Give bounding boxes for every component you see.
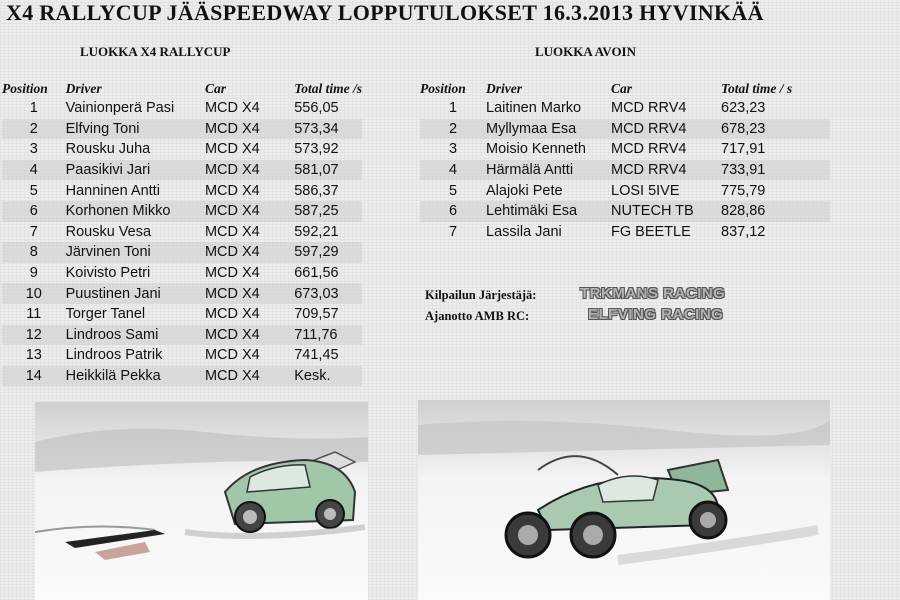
position-cell: 11 bbox=[26, 306, 42, 323]
time-cell: 837,12 bbox=[721, 223, 766, 240]
time-cell: Kesk. bbox=[294, 368, 331, 385]
car-cell: NUTECH TB bbox=[611, 203, 694, 220]
time-header: Total time / s bbox=[721, 81, 793, 96]
time-cell: 581,07 bbox=[294, 162, 339, 179]
result-row bbox=[2, 263, 362, 284]
position-cell: 6 bbox=[448, 203, 458, 220]
x4-header-row bbox=[2, 80, 362, 98]
driver-cell: Lehtimäki Esa bbox=[486, 203, 578, 220]
position-header: Position bbox=[2, 81, 48, 96]
driver-cell: Torger Tanel bbox=[65, 306, 146, 323]
avoin-class-title: LUOKKA AVOIN bbox=[535, 44, 636, 59]
time-cell: 673,03 bbox=[294, 285, 339, 302]
x4-results-table bbox=[2, 80, 362, 386]
car-cell: MCD X4 bbox=[204, 141, 260, 158]
driver-cell: Laitinen Marko bbox=[486, 100, 582, 117]
result-row bbox=[2, 242, 362, 263]
time-cell: 661,56 bbox=[294, 265, 339, 282]
car-cell: MCD X4 bbox=[204, 223, 260, 240]
result-row bbox=[2, 304, 362, 325]
position-cell: 10 bbox=[25, 285, 42, 302]
car-cell: MCD X4 bbox=[204, 347, 260, 364]
position-cell: 1 bbox=[448, 100, 458, 117]
page-title: X4 RALLYCUP JÄÄSPEEDWAY LOPPUTULOKSET 16.3.2013 HYVINKÄÄ bbox=[6, 0, 764, 25]
rally-car-photo bbox=[35, 402, 368, 600]
driver-cell: Heikkilä Pekka bbox=[65, 368, 161, 385]
car-cell: LOSI 5IVE bbox=[611, 182, 680, 199]
car-cell: MCD RRV4 bbox=[611, 120, 687, 137]
result-row bbox=[2, 222, 362, 243]
time-cell: 828,86 bbox=[721, 203, 766, 220]
driver-cell: Järvinen Toni bbox=[65, 244, 151, 261]
driver-cell: Puustinen Jani bbox=[65, 285, 161, 302]
driver-cell: Rousku Juha bbox=[65, 141, 151, 158]
position-cell: 2 bbox=[29, 120, 38, 137]
position-cell: 2 bbox=[448, 120, 458, 137]
result-row bbox=[2, 325, 362, 346]
position-cell: 8 bbox=[29, 244, 38, 261]
driver-cell: Paasikivi Jari bbox=[65, 162, 151, 179]
car-cell: MCD X4 bbox=[204, 306, 260, 323]
driver-header: Driver bbox=[486, 81, 522, 96]
time-cell: 586,37 bbox=[294, 182, 339, 199]
car-cell: MCD X4 bbox=[204, 285, 260, 302]
time-cell: 597,29 bbox=[294, 244, 339, 261]
driver-cell: Moisio Kenneth bbox=[486, 141, 586, 158]
driver-cell: Koivisto Petri bbox=[65, 265, 151, 282]
time-cell: 711,76 bbox=[294, 326, 338, 343]
result-row bbox=[2, 366, 362, 387]
result-row bbox=[420, 201, 830, 222]
x4-class-title: LUOKKA X4 RALLYCUP bbox=[80, 44, 231, 59]
car-cell: MCD X4 bbox=[204, 368, 260, 385]
driver-header: Driver bbox=[65, 81, 102, 96]
time-cell: 709,57 bbox=[294, 306, 339, 323]
driver-cell: Hanninen Antti bbox=[65, 182, 160, 199]
car-header: Car bbox=[611, 81, 633, 96]
driver-cell: Korhonen Mikko bbox=[65, 203, 171, 220]
result-row bbox=[2, 98, 362, 119]
driver-cell: Myllymaa Esa bbox=[486, 120, 577, 137]
avoin-results-table bbox=[420, 80, 830, 242]
car-cell: MCD X4 bbox=[204, 100, 260, 117]
time-cell: 587,25 bbox=[294, 203, 339, 220]
position-cell: 7 bbox=[29, 223, 38, 240]
position-cell: 3 bbox=[29, 141, 38, 158]
car-cell: MCD X4 bbox=[204, 244, 260, 261]
car-cell: MCD X4 bbox=[204, 326, 260, 343]
position-cell: 7 bbox=[448, 223, 458, 240]
driver-cell: Vainionperä Pasi bbox=[65, 100, 175, 117]
result-row bbox=[420, 160, 830, 181]
position-cell: 4 bbox=[29, 162, 38, 179]
time-header: Total time /s bbox=[294, 81, 362, 96]
result-row bbox=[420, 180, 830, 201]
rally-car-icon bbox=[35, 402, 368, 600]
result-row bbox=[420, 119, 830, 140]
result-row bbox=[2, 160, 362, 181]
timing-label: Ajanotto AMB RC: bbox=[425, 309, 530, 323]
car-cell: MCD X4 bbox=[204, 203, 260, 220]
result-row bbox=[2, 180, 362, 201]
car-cell: MCD X4 bbox=[204, 162, 260, 179]
driver-cell: Lassila Jani bbox=[486, 223, 562, 240]
result-row bbox=[2, 283, 362, 304]
time-cell: 573,34 bbox=[294, 120, 339, 137]
position-cell: 5 bbox=[29, 182, 38, 199]
time-cell: 717,91 bbox=[721, 141, 766, 158]
result-row bbox=[2, 345, 362, 366]
position-header: Position bbox=[420, 81, 466, 96]
buggy-icon bbox=[418, 400, 830, 600]
time-cell: 775,79 bbox=[721, 182, 766, 199]
position-cell: 9 bbox=[29, 265, 38, 282]
driver-cell: Lindroos Patrik bbox=[65, 347, 163, 364]
avoin-header-row bbox=[420, 80, 830, 98]
timing-value: ELFVING RACING bbox=[588, 306, 724, 323]
driver-cell: Rousku Vesa bbox=[65, 223, 152, 240]
result-row bbox=[420, 222, 830, 243]
position-cell: 13 bbox=[25, 347, 42, 364]
time-cell: 733,91 bbox=[721, 162, 766, 179]
position-cell: 6 bbox=[29, 203, 38, 220]
driver-cell: Härmälä Antti bbox=[486, 162, 574, 179]
time-cell: 623,23 bbox=[721, 100, 766, 117]
car-cell: MCD RRV4 bbox=[611, 162, 687, 179]
result-row bbox=[2, 201, 362, 222]
time-cell: 592,21 bbox=[294, 223, 339, 240]
result-row bbox=[2, 139, 362, 160]
car-cell: MCD X4 bbox=[204, 182, 260, 199]
result-row bbox=[2, 119, 362, 140]
driver-cell: Elfving Toni bbox=[65, 120, 140, 137]
car-header: Car bbox=[204, 81, 226, 96]
position-cell: 1 bbox=[29, 100, 38, 117]
position-cell: 5 bbox=[448, 182, 458, 199]
driver-cell: Alajoki Pete bbox=[486, 182, 563, 199]
result-row bbox=[420, 98, 830, 119]
position-cell: 12 bbox=[25, 326, 42, 343]
position-cell: 4 bbox=[448, 162, 458, 179]
organizer-label: Kilpailun Järjestäjä: bbox=[425, 288, 537, 302]
car-cell: FG BEETLE bbox=[611, 223, 691, 240]
time-cell: 573,92 bbox=[294, 141, 339, 158]
car-cell: MCD X4 bbox=[204, 265, 260, 282]
car-cell: MCD RRV4 bbox=[611, 100, 687, 117]
organizer-value: TRKMANS RACING bbox=[580, 285, 726, 302]
car-cell: MCD RRV4 bbox=[611, 141, 687, 158]
time-cell: 556,05 bbox=[294, 100, 339, 117]
position-cell: 3 bbox=[448, 141, 458, 158]
driver-cell: Lindroos Sami bbox=[65, 326, 159, 343]
result-row bbox=[420, 139, 830, 160]
time-cell: 678,23 bbox=[721, 120, 766, 137]
buggy-photo bbox=[418, 400, 830, 600]
position-cell: 14 bbox=[25, 368, 42, 385]
time-cell: 741,45 bbox=[294, 347, 339, 364]
car-cell: MCD X4 bbox=[204, 120, 260, 137]
